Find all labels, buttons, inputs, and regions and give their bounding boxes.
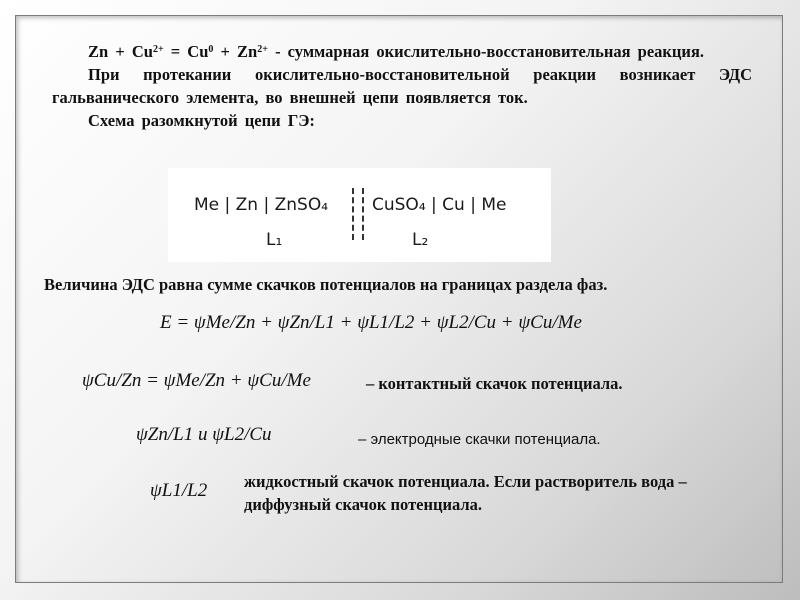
electrode-formula <box>136 424 272 446</box>
reaction-plus: + <box>108 42 132 61</box>
reaction-description: - суммарная окислительно-восстановительная реакция. <box>267 42 704 61</box>
reaction-zn2: Zn <box>237 42 258 61</box>
reaction-line <box>52 40 752 63</box>
reaction-equals: = <box>163 42 188 61</box>
contact-formula-text: ψCu/Zn = ψMe/Zn + ψCu/Me <box>82 370 311 391</box>
emf-formula <box>160 312 582 334</box>
reaction-cu0: Cu <box>187 42 209 61</box>
cell-scheme <box>168 168 551 262</box>
electrode-description: – электродные скачки потенциала. <box>358 431 601 448</box>
liquid-formula <box>150 480 207 502</box>
reaction-plus-2: + <box>213 42 238 61</box>
liquid-formula-text: ψL1/L2 <box>150 480 208 501</box>
scheme-right-side: CuSO₄ | Cu | Me <box>372 195 507 215</box>
reaction-zn: Zn <box>88 42 109 61</box>
scheme-caption: Схема разомкнутой цепи ГЭ: <box>88 111 315 130</box>
reaction-cu-charge: 2+ <box>152 44 164 55</box>
emf-formula-text: E = ψMe/Zn + ψZn/L1 + ψL1/L2 + ψL2/Cu + ψCu/Me <box>160 312 582 333</box>
contact-description: – контактный скачок потенциала. <box>366 374 623 393</box>
emf-statement: Величина ЭДС равна сумме скачков потенциалов на границах раздела фаз. <box>44 275 608 294</box>
label-l1: L₁ <box>266 230 283 250</box>
liquid-description: жидкостный скачок потенциала. Если растворитель вода – диффузный скачок потенциала. <box>244 472 687 514</box>
reaction-cu: Cu <box>131 42 153 61</box>
contact-formula <box>82 370 311 392</box>
salt-bridge-separator <box>352 188 364 240</box>
electrode-formula-text: ψZn/L1 и ψL2/Cu <box>136 424 272 445</box>
emf-paragraph: При протекании окислительно-восстановительной реакции возникает ЭДС гальванического элемента, во внешней цепи появляется ток. <box>52 65 752 107</box>
label-l2: L₂ <box>412 230 429 250</box>
intro-paragraphs <box>52 40 752 132</box>
reaction-zn2-charge: 2+ <box>257 44 268 55</box>
scheme-left-side: Me | Zn | ZnSO₄ <box>194 195 329 215</box>
reaction-cu0-charge: 0 <box>208 44 214 55</box>
